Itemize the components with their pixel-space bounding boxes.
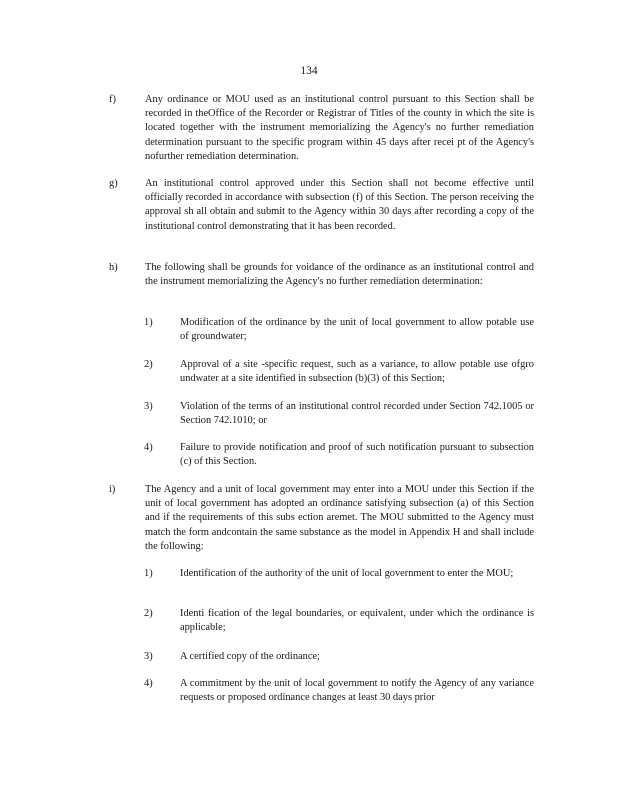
section-label: g) (109, 178, 118, 189)
item-label: 2) (144, 359, 153, 370)
item-text: Violation of the terms of an institutional control recorded under Section 742.1005 or Section 742.1010; or (180, 401, 534, 427)
item-label: 1) (144, 317, 153, 328)
section-text: An institutional control approved under this Section shall not become effective until officially recorded in accordance with subsection (f) of this Section. The person receiving the approval sh all obtain and submit to the Agency within 30 days after recording a copy of the institutional control demonstrating that it has been recorded. (145, 178, 534, 232)
item-text: Approval of a site -specific request, such as a variance, to allow potable use ofgro undwater at a site identified in subsection (b)(3) of this Section; (180, 359, 534, 385)
section-label: f) (109, 94, 116, 105)
item-label: 3) (144, 401, 153, 412)
item-label: 4) (144, 678, 153, 689)
section-label: i) (109, 484, 116, 495)
section-text: The Agency and a unit of local government may enter into a MOU under this Section if the unit of local government has adopted an ordinance satisfying subsection (a) of this Section and if the requirements of this subs ection aremet. The MOU submitted to the Agency must match the form andcontain the same substance as the model in Appendix H and shall include the following: (145, 484, 534, 552)
item-label: 4) (144, 442, 153, 453)
item-text: A certified copy of the ordinance; (180, 651, 320, 662)
item-label: 2) (144, 608, 153, 619)
item-text: Modification of the ordinance by the unit of local government to allow potable use of groundwater; (180, 317, 534, 343)
item-text: Failure to provide notification and proof of such notification pursuant to subsection (c) of this Section. (180, 442, 534, 468)
item-text: Identification of the authority of the unit of local government to enter the MOU; (180, 568, 514, 579)
section-text: The following shall be grounds for voidance of the ordinance as an institutional control and the instrument memorializing the Agency's no further remediation determination: (145, 262, 534, 288)
section-text: Any ordinance or MOU used as an institutional control pursuant to this Section shall be recorded in theOffice of the Recorder or Registrar of Titles of the county in which the site is located together with the instrument memorializing the Agency's no further remediation determination pursuant to the specific program within 45 days after recei pt of the Agency's nofurther remediation determination. (145, 94, 534, 162)
page-number: 134 (300, 65, 318, 77)
item-text: A commitment by the unit of local government to notify the Agency of any variance requests or proposed ordinance changes at least 30 days prior (180, 678, 534, 704)
item-label: 3) (144, 651, 153, 662)
section-label: h) (109, 262, 118, 273)
item-text: Identi fication of the legal boundaries, or equivalent, under which the ordinance is applicable; (180, 608, 534, 634)
item-label: 1) (144, 568, 153, 579)
